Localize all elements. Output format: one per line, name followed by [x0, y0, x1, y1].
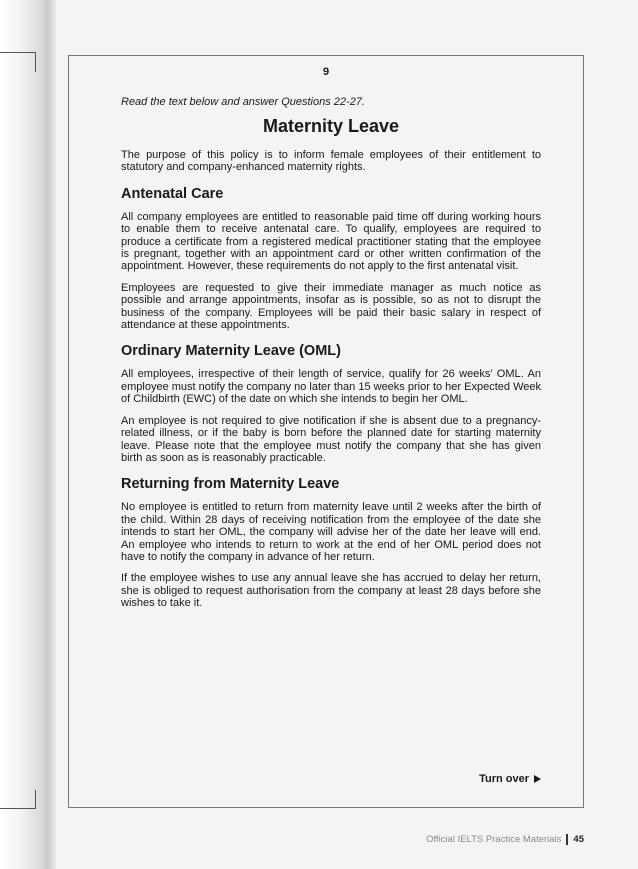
footer-divider: [566, 834, 568, 845]
section-heading-antenatal-care: Antenatal Care: [121, 185, 224, 202]
oml-paragraph-1: All employees, irrespective of their length of service, qualify for 26 weeks’ OML. An employee must notify the company no later than 15 weeks prior to her Expected Week of Childbirth (EWC) of the date on which she intends to begin her OML.: [121, 368, 541, 406]
oml-paragraph-2: An employee is not required to give notification if she is absent due to a pregnancy-related illness, or if the baby is born before the planned date for starting maternity leave. Please note that the employee must notify the company that she has given birth as soon as is reasonably practicable.: [121, 414, 541, 464]
section-heading-returning: Returning from Maternity Leave: [121, 476, 340, 493]
turn-over-label: [479, 773, 541, 785]
page-number: 9: [322, 66, 330, 78]
book-binding-shadow: [0, 0, 56, 869]
section-heading-oml: Ordinary Maternity Leave (OML): [121, 343, 341, 360]
antenatal-paragraph-2: Employees are requested to give their immediate manager as much notice as possible and arrange appointments, insofar as is possible, so as not to disrupt the business of the company. Employees will be paid their basic salary in respect of attendance at these appointments.: [121, 281, 541, 332]
turn-over-text: Turn over: [479, 773, 529, 785]
footer-page-number: 45: [573, 834, 584, 845]
page-footer: [426, 834, 584, 845]
page-frame: [68, 55, 584, 808]
intro-paragraph: The purpose of this policy is to inform female employees of their entitlement to statutory and company-enhanced maternity rights.: [121, 149, 541, 174]
crop-mark-top: [0, 52, 36, 53]
returning-paragraph-2: If the employee wishes to use any annual leave she has accrued to delay her return, she is obliged to request authorisation from the company at least 28 days before she wishes to take it.: [121, 572, 541, 610]
document-title: Maternity Leave: [262, 116, 400, 136]
crop-mark-bottom: [0, 808, 36, 809]
page-content: [121, 96, 541, 619]
crop-mark-vertical-bottom: [35, 790, 36, 809]
play-arrow-icon: [534, 775, 541, 783]
footer-publication-title: Official IELTS Practice Materials: [426, 834, 562, 845]
instruction-text: Read the text below and answer Questions 22-27.: [121, 96, 365, 108]
returning-paragraph-1: No employee is entitled to return from maternity leave until 2 weeks after the birth of the child. Within 28 days of receiving notification from the employee of the date she intends to start her OML, the company will advise her of the date her leave will end. An employee who intends to return to work at the end of her OML period does not have to notify the company in advance of her return.: [121, 501, 541, 563]
crop-mark-vertical-top: [35, 52, 36, 72]
antenatal-paragraph-1: All company employees are entitled to reasonable paid time off during working hours to enable them to receive antenatal care. To qualify, employees are required to produce a certificate from a registered medical practitioner stating that the employee is pregnant, together with an appointment card or other written confirmation of the appointment. However, these requirements do not apply to the first antenatal visit.: [121, 210, 541, 273]
